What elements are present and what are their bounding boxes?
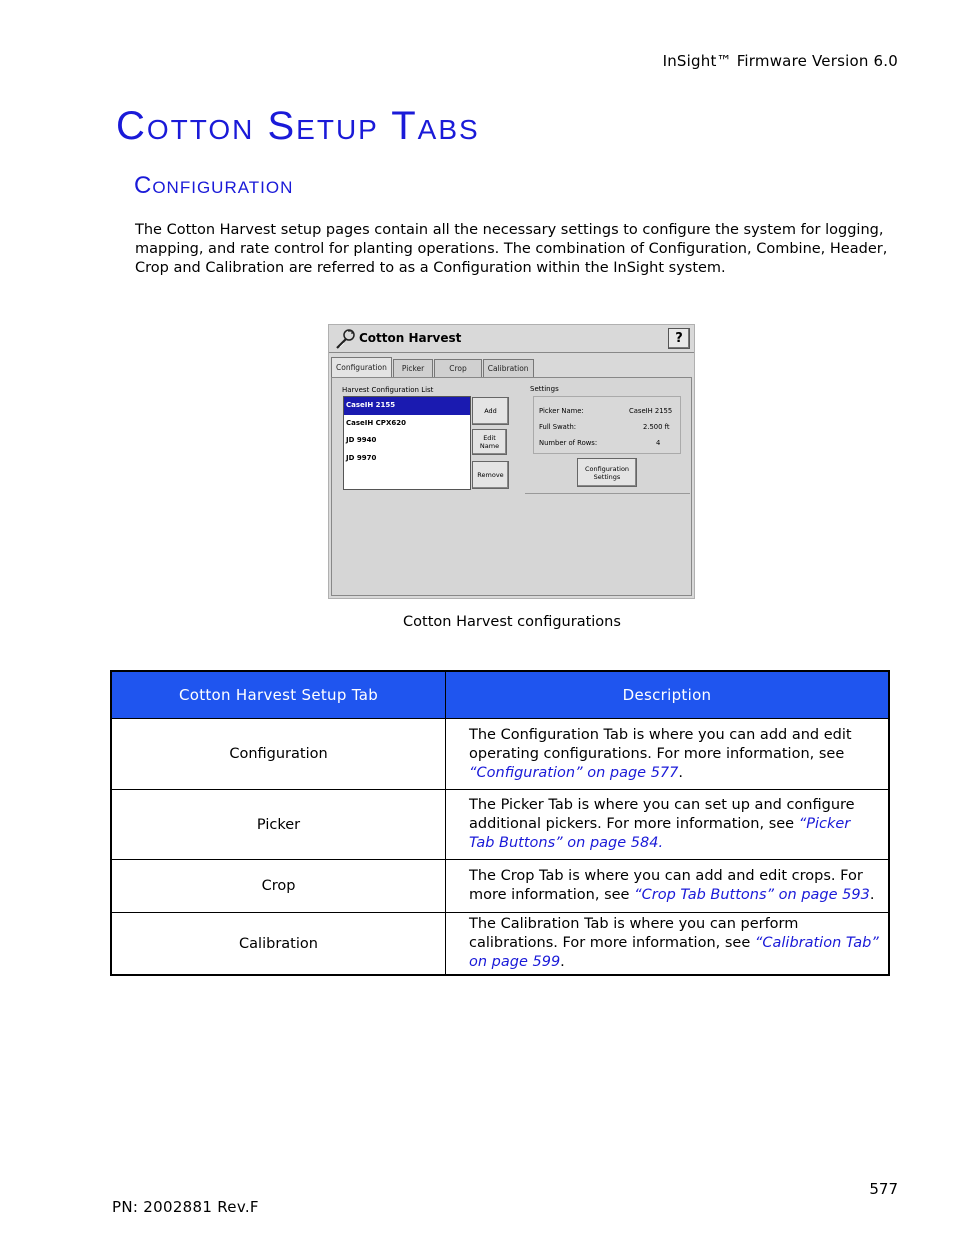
row-tab-name: Picker xyxy=(111,790,446,860)
remove-button[interactable]: Remove xyxy=(472,461,509,489)
part-number: PN: 2002881 Rev.F xyxy=(112,1198,259,1216)
list-item[interactable]: JD 9970 xyxy=(346,453,377,462)
cross-reference-link[interactable]: “Picker Tab Buttons” on page 584. xyxy=(469,816,851,851)
table-row xyxy=(111,719,889,790)
wrench-icon xyxy=(333,328,357,350)
configuration-settings-button[interactable]: Configuration Settings xyxy=(577,458,637,487)
section-title: Configuration xyxy=(134,172,294,199)
panel-titlebar xyxy=(329,325,694,353)
list-item[interactable]: JD 9940 xyxy=(346,436,377,444)
row-description: The Crop Tab is where you can add and edit crops. For more information, see “Crop Tab Buttons” on page 593. xyxy=(446,860,890,913)
tab-picker[interactable]: Picker xyxy=(393,359,433,377)
row-description: The Picker Tab is where you can set up and configure additional pickers. For more information, see “Picker Tab Buttons” on page 584. xyxy=(446,790,890,860)
figure-caption: Cotton Harvest configurations xyxy=(403,614,621,630)
row-description: The Calibration Tab is where you can perform calibrations. For more information, see “Calibration Tab” on page 599. xyxy=(446,913,890,976)
list-item[interactable]: CaseIH CPX620 xyxy=(346,418,406,427)
settings-divider xyxy=(525,493,690,494)
column-header-description: Description xyxy=(446,671,890,719)
setup-tabs-table xyxy=(110,670,890,976)
tab-crop[interactable]: Crop xyxy=(434,359,482,377)
table-row xyxy=(111,913,889,976)
table-header-row xyxy=(111,671,889,719)
cross-reference-link[interactable]: “Calibration Tab” on page 599 xyxy=(469,935,879,970)
configuration-term: Configuration xyxy=(433,260,532,276)
row-tab-name: Configuration xyxy=(111,719,446,790)
cross-reference-link[interactable]: “Configuration” on page 577 xyxy=(469,764,679,781)
tab-bar xyxy=(331,359,535,377)
page-number: 577 xyxy=(869,1180,898,1198)
page-title: Cotton Setup Tabs xyxy=(116,104,480,148)
settings-box: Picker Name: CaseIH 2155 Full Swath: 2.500 ft Number of Rows: 4 xyxy=(533,396,681,454)
list-item[interactable]: CaseIH 2155 xyxy=(344,397,470,415)
intro-paragraph: The Cotton Harvest setup pages contain all the necessary settings to configure the system for logging, mapping, and rate control for planting operations. The combination of Configuration, Combine, Header, Crop and Calibration are referred to as a Configuration within the InSight system. xyxy=(135,222,888,276)
add-button[interactable]: Add xyxy=(472,397,509,425)
row-tab-name: Calibration xyxy=(111,913,446,976)
row-tab-name: Crop xyxy=(111,860,446,913)
column-header-tab: Cotton Harvest Setup Tab xyxy=(111,671,446,719)
configuration-tab-body xyxy=(331,377,692,596)
cross-reference-link[interactable]: “Crop Tab Buttons” on page 593 xyxy=(634,887,870,903)
harvest-configuration-list[interactable] xyxy=(343,396,471,490)
row-description: The Configuration Tab is where you can add and edit operating configurations. For more information, see “Configuration” on page 577. xyxy=(446,719,890,790)
titlebar-divider xyxy=(329,352,694,353)
help-button[interactable]: ? xyxy=(668,328,690,349)
panel-title: Cotton Harvest xyxy=(359,331,462,345)
tab-configuration[interactable]: Configuration xyxy=(331,357,392,377)
running-header: InSight™ Firmware Version 6.0 xyxy=(662,52,898,70)
edit-name-button[interactable]: Edit Name xyxy=(472,429,507,455)
cotton-harvest-screenshot xyxy=(328,324,695,599)
table-row xyxy=(111,790,889,860)
tab-calibration[interactable]: Calibration xyxy=(483,359,534,377)
list-label: Harvest Configuration List xyxy=(342,386,434,394)
table-row xyxy=(111,860,889,913)
settings-label: Settings xyxy=(530,385,559,393)
